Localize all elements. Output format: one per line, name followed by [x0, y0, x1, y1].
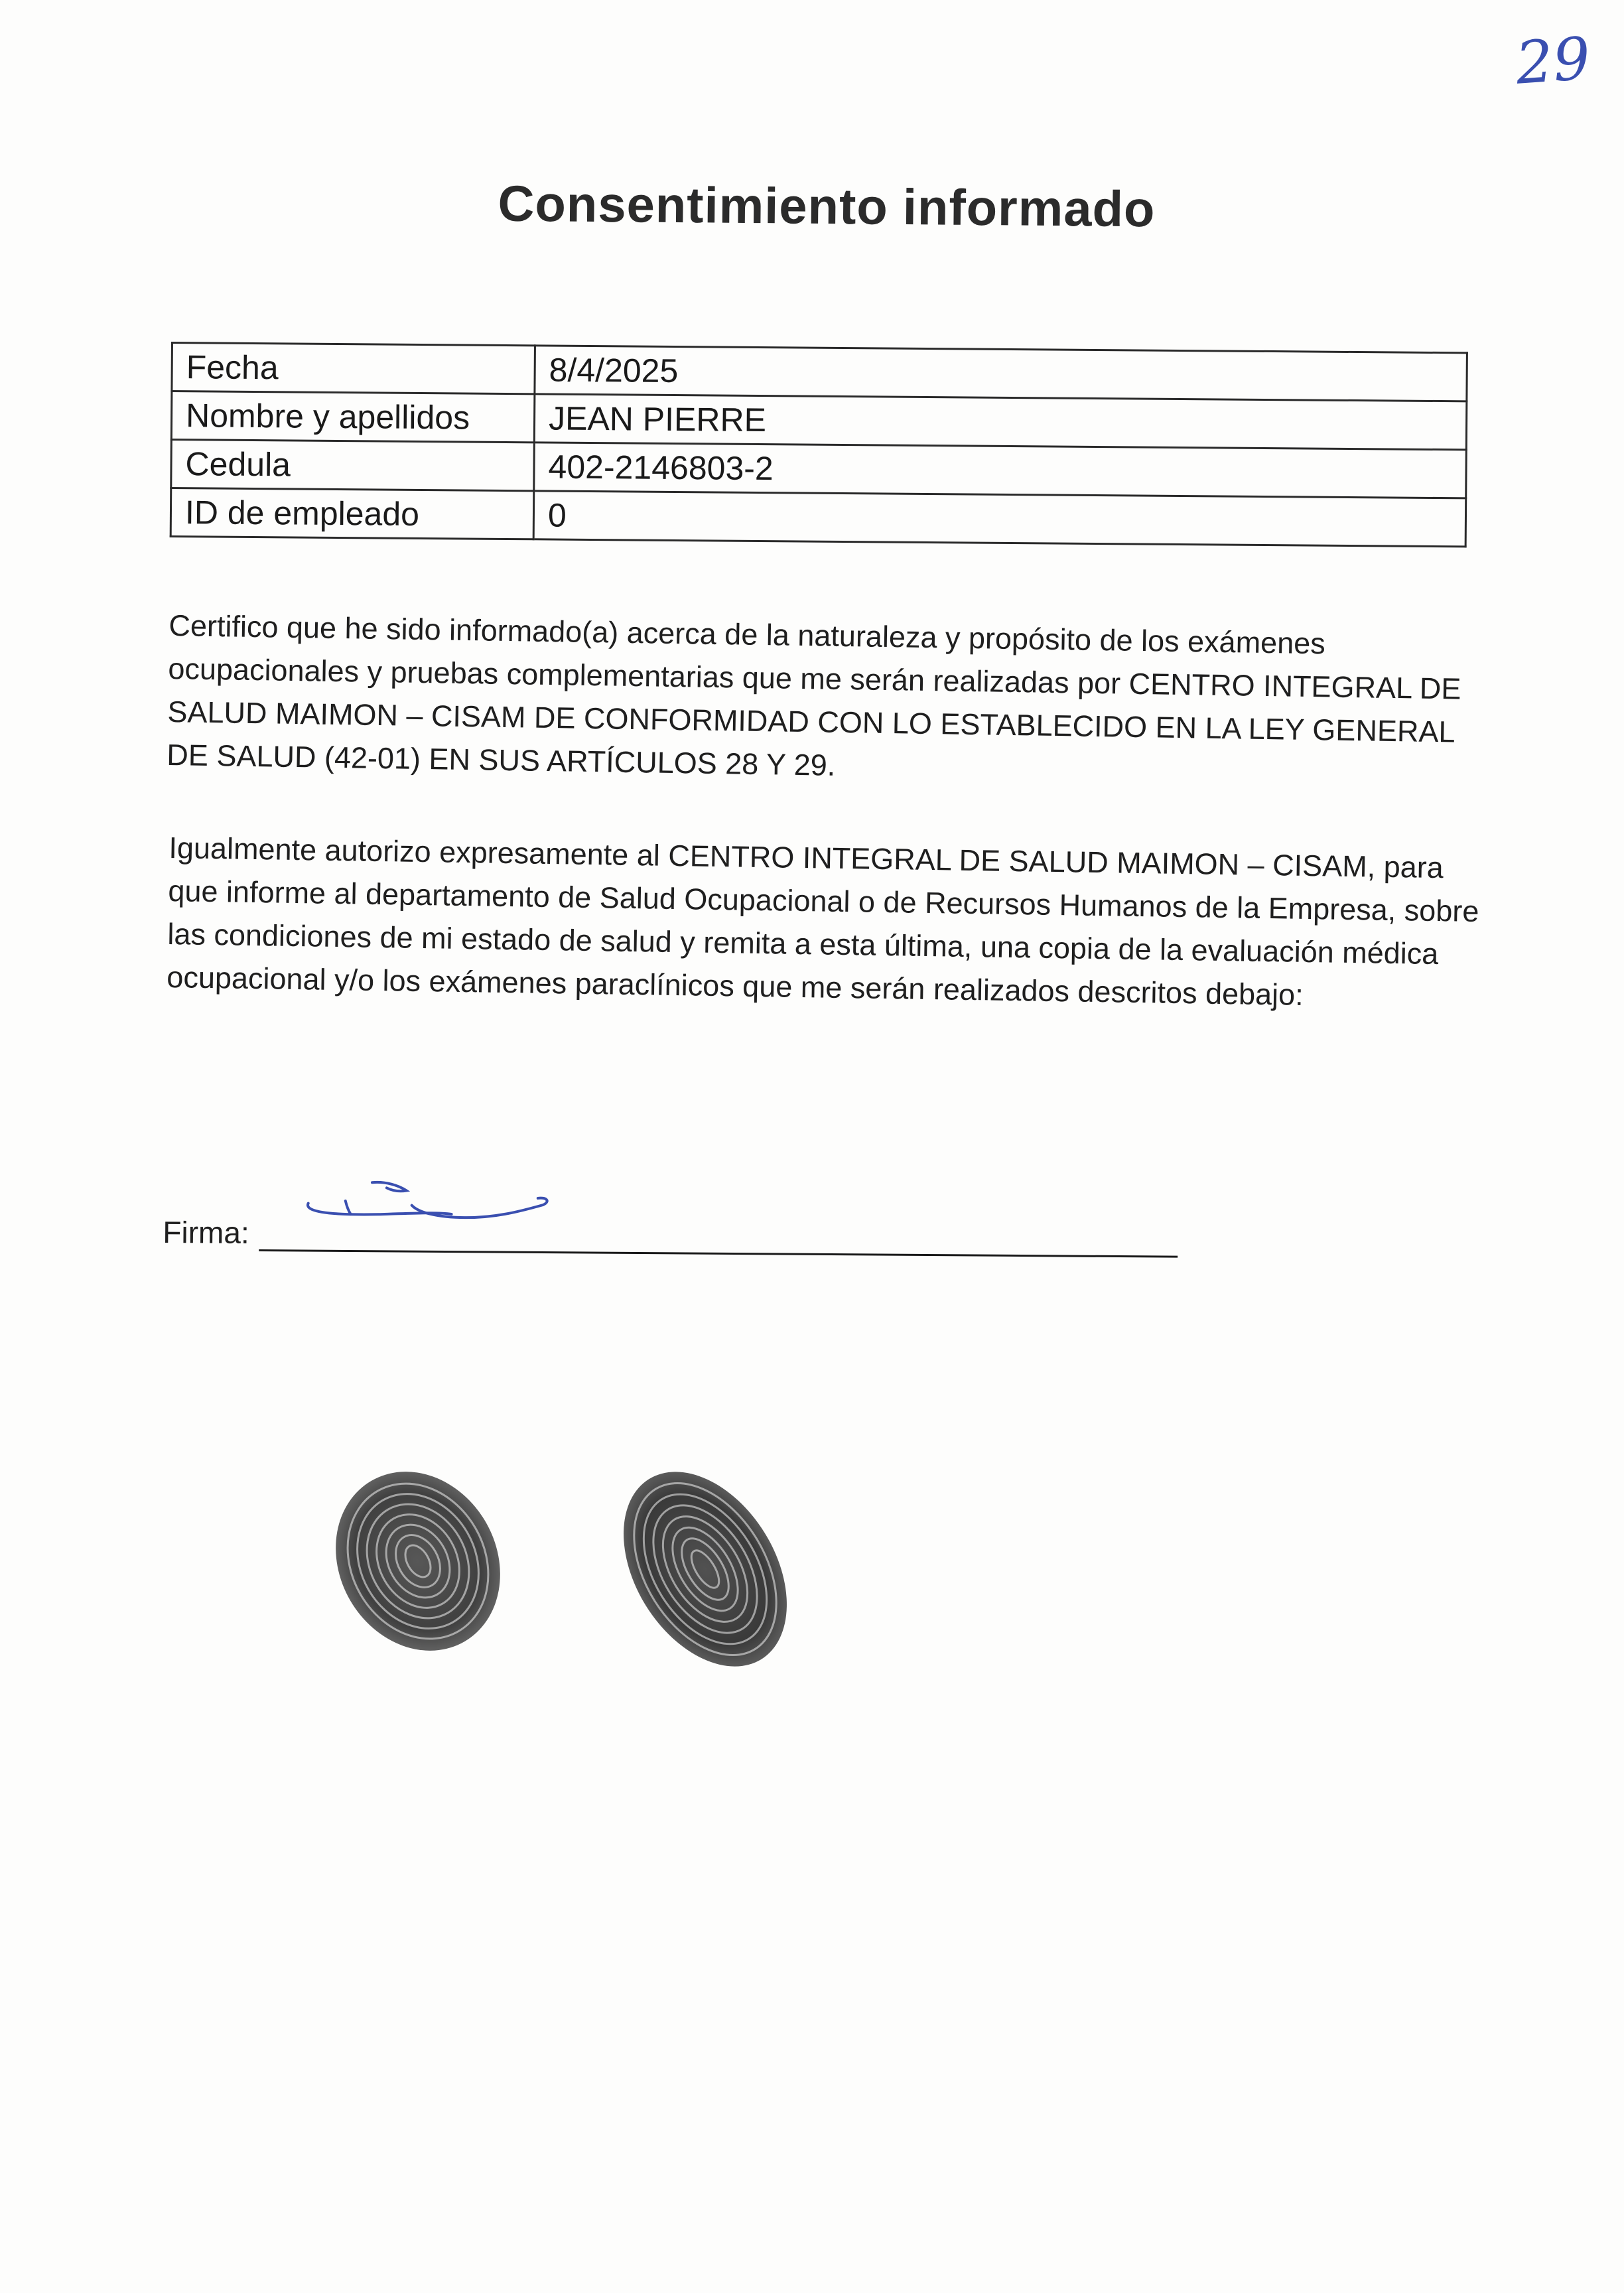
row-label-fecha: Fecha: [172, 343, 535, 394]
consent-paragraph-2: Igualmente autorizo expresamente al CENTRO INTEGRAL DE SALUD MAIMON – CISAM, para que informe al departamento de Salud Ocupacional o de Recursos Humanos de la Empresa, sobre las condiciones de mi estado de salud y remita a esta última, una copia de la evaluación médica ocupacional y/o los exámenes paraclínicos que me serán realizados descritos debajo:: [167, 830, 1479, 1012]
document-title: Consentimiento informado: [498, 175, 1156, 238]
row-label-id-empleado: ID de empleado: [170, 488, 534, 539]
row-value-cedula: 402-2146803-2: [534, 443, 1467, 498]
signature-label: Firma:: [163, 1214, 249, 1250]
row-label-nombre: Nombre y apellidos: [171, 391, 535, 443]
row-value-id-empleado: 0: [533, 491, 1466, 547]
row-value-fecha: 8/4/2025: [535, 346, 1467, 401]
row-value-nombre: JEAN PIERRE: [534, 394, 1467, 450]
consent-paragraph-1: Certifico que he sido informado(a) acerca de la naturaleza y propósito de los exámenes ocupacionales y pruebas complementarias que me serán realizadas por CENTRO INTEGRAL DE SALUD MAIMON – CISAM DE CONFORMIDAD CON LO ESTABLECIDO EN LA LEY GENERAL DE SALUD (42-01) EN SUS ARTÍCULOS 28 Y 29.: [167, 608, 1461, 782]
fingerprint-right: [590, 1442, 821, 1697]
row-label-cedula: Cedula: [171, 440, 535, 491]
fingerprint-left: [304, 1442, 532, 1681]
page-number: 29: [1513, 24, 1593, 98]
